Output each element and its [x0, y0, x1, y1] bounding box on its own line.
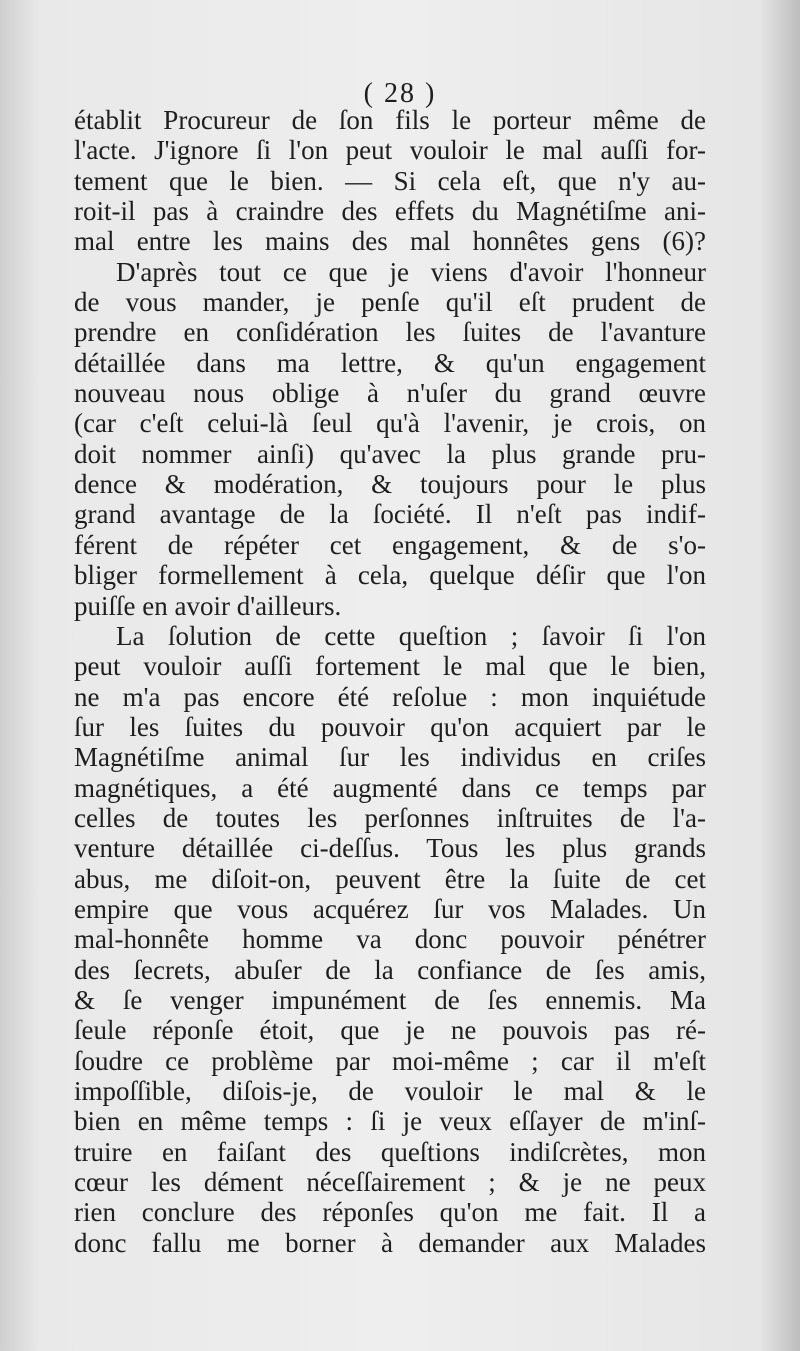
text-line: magnétiques, a été augmenté dans ce temps par [74, 772, 706, 803]
text-line: cœur les dément néceſſairement ; & je ne peux [74, 1167, 706, 1198]
text-line: roit-il pas à craindre des effets du Magnétiſme ani- [74, 196, 706, 227]
text-line: Magnétiſme animal ſur les individus en criſes [74, 742, 706, 773]
text-line: puiſſe en avoir d'ailleurs. [74, 590, 342, 621]
text-line: & ſe venger impunément de ſes ennemis. Ma [74, 984, 706, 1015]
text-line: détaillée dans ma lettre, & qu'un engagement [74, 347, 706, 378]
text-line: mal entre les mains des mal honnêtes gens (6)? [74, 226, 706, 257]
paragraph [74, 105, 706, 257]
text-line: de vous mander, je penſe qu'il eſt prudent de [74, 287, 706, 318]
page-number: ( 28 ) [363, 78, 437, 109]
text-line: nouveau nous oblige à n'uſer du grand œuvre [74, 378, 706, 409]
body-text [74, 105, 706, 1258]
text-line: bliger formellement à cela, quelque déſir que l'on [74, 560, 706, 591]
text-line: (car c'eſt celui-là ſeul qu'à l'avenir, je crois, on [74, 408, 706, 439]
text-line: impoſſible, diſois-je, de vouloir le mal & le [74, 1076, 706, 1106]
text-line: peut vouloir auſſi fortement le mal que le bien, [74, 651, 706, 682]
text-line: des ſecrets, abuſer de la confiance de ſes amis, [74, 954, 706, 985]
text-line: ne m'a pas encore été reſolue : mon inquiétude [74, 681, 706, 712]
text-line: grand avantage de la ſociété. Il n'eſt pas indif- [74, 499, 706, 530]
paragraph [74, 257, 706, 621]
text-line: La ſolution de cette queſtion ; ſavoir ſi l'on [116, 620, 706, 651]
text-line: ſeule réponſe étoit, que je ne pouvois pas ré- [74, 1015, 706, 1046]
text-line: truire en faiſant des queſtions indiſcrètes, mon [74, 1136, 706, 1167]
text-line: venture détaillée ci-deſſus. Tous les plus grands [74, 833, 706, 864]
text-line: celles de toutes les perſonnes inſtruites de l'a- [74, 802, 706, 833]
text-line: empire que vous acquérez ſur vos Malades. Un [74, 893, 706, 924]
text-line: bien en même temps : ſi je veux eſſayer de m'inſ- [74, 1106, 706, 1137]
text-line: ſur les ſuites du pouvoir qu'on acquiert par le [74, 711, 706, 742]
paragraph [74, 621, 706, 1258]
text-line: tement que le bien. — Si cela eſt, que n'y au- [74, 165, 706, 196]
text-line: prendre en conſidération les ſuites de l'avanture [74, 317, 706, 348]
text-line: D'après tout ce que je viens d'avoir l'honneur [116, 256, 706, 287]
text-line: rien conclure des réponſes qu'on me fait. Il a [74, 1197, 706, 1228]
text-line: dence & modération, & toujours pour le plus [74, 469, 706, 500]
text-line: donc fallu me borner à demander aux Malades [74, 1227, 706, 1258]
text-line: l'acte. J'ignore ſi l'on peut vouloir le mal auſſi for- [74, 135, 706, 166]
text-line: ſoudre ce problème par moi-même ; car il m'eſt [74, 1045, 706, 1076]
text-line: doit nommer ainſi) qu'avec la plus grande pru- [74, 438, 706, 469]
text-line: férent de répéter cet engagement, & de s'o- [74, 529, 706, 560]
text-line: établit Procureur de ſon fils le porteur même de [74, 105, 706, 135]
text-line: abus, me diſoit-on, peuvent être la ſuite de cet [74, 863, 706, 894]
text-line: mal-honnête homme va donc pouvoir pénétrer [74, 924, 706, 955]
